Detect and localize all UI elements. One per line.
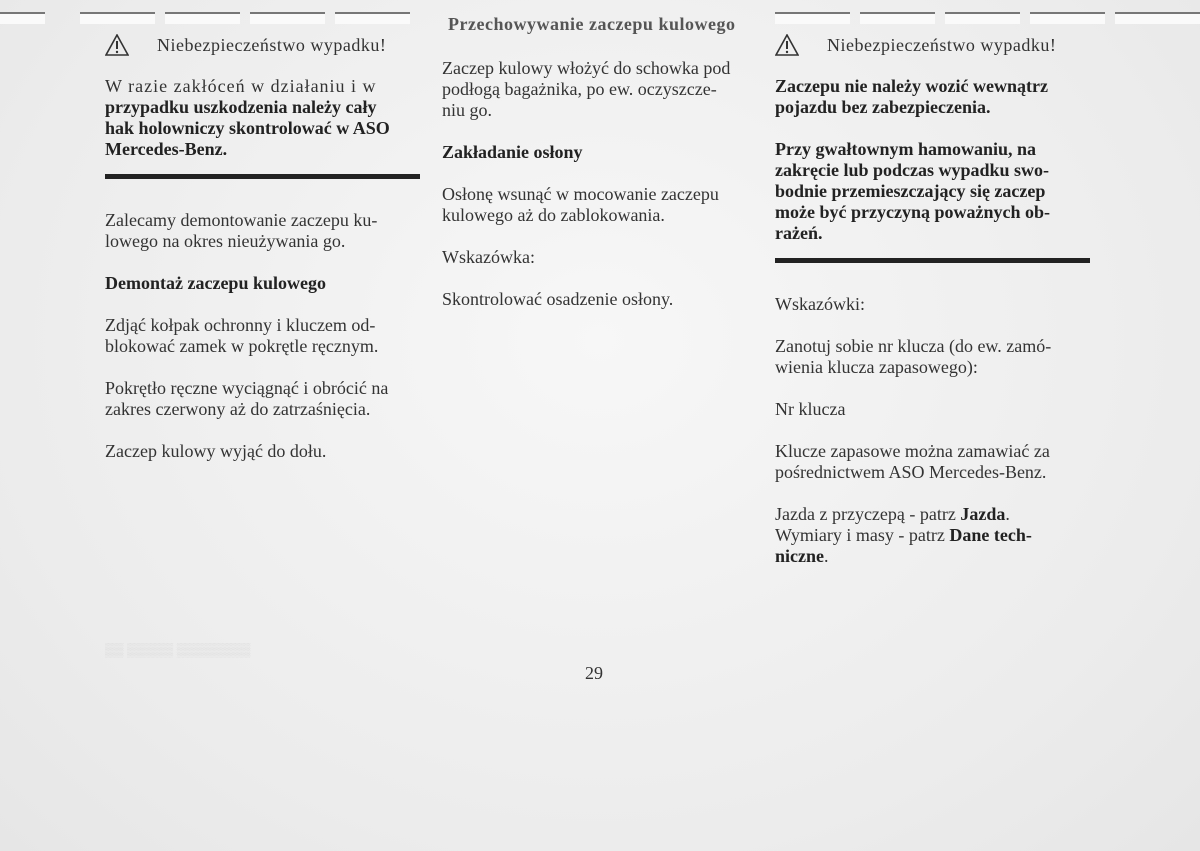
cross-reference: [775, 546, 1090, 567]
warning-text: przypadku uszkodzenia należy cały: [105, 97, 377, 117]
paragraph: Pokrętło ręczne wyciągnąć i obrócić na: [105, 378, 389, 398]
paragraph: wienia klucza zapasowego):: [775, 357, 978, 377]
note-label: Wskazówka:: [442, 247, 535, 267]
paragraph: Zanotuj sobie nr klucza (do ew. zamó-: [775, 336, 1052, 356]
warning-text: rażeń.: [775, 223, 823, 243]
paragraph: zakres czerwony aż do zatrzaśnięcia.: [105, 399, 371, 419]
page-number: 29: [585, 663, 603, 683]
bleed-through-text: ▒▒ ▒▒▒▒▒ ▒▒▒▒▒▒▒▒: [105, 642, 251, 657]
warning-text: może być przyczyną poważnych ob-: [775, 202, 1050, 222]
warning-text: W razie zakłóceń w działaniu i w: [105, 76, 377, 96]
paragraph: Nr klucza: [775, 399, 846, 419]
paragraph: kulowego aż do zablokowania.: [442, 205, 665, 225]
middle-column: [442, 58, 762, 310]
warning-text: pojazdu bez zabezpieczenia.: [775, 97, 991, 117]
paragraph: blokować zamek w pokrętle ręcznym.: [105, 336, 379, 356]
paragraph: niu go.: [442, 100, 493, 120]
paragraph: Zalecamy demontowanie zaczepu ku-: [105, 210, 378, 230]
warning-header: [105, 34, 420, 56]
warning-text: zakręcie lub podczas wypadku swo-: [775, 160, 1050, 180]
paragraph: Zaczep kulowy włożyć do schowka pod: [442, 58, 731, 78]
warning-text: hak holowniczy skontrolować w ASO: [105, 118, 390, 138]
note-text: Skontrolować osadzenie osłony.: [442, 289, 674, 309]
paragraph: pośrednictwem ASO Mercedes-Benz.: [775, 462, 1047, 482]
cross-reference: [775, 525, 1090, 546]
cross-reference-target: Dane tech-: [949, 525, 1032, 545]
warning-text: bodnie przemieszczający się zaczep: [775, 181, 1046, 201]
paragraph: podłogą bagażnika, po ew. oczyszcze-: [442, 79, 717, 99]
notes-label: Wskazówki:: [775, 294, 865, 314]
cross-reference: [775, 504, 1090, 525]
paragraph: Zaczep kulowy wyjąć do dołu.: [105, 441, 327, 461]
right-column: [775, 30, 1090, 567]
paragraph: Klucze zapasowe można zamawiać za: [775, 441, 1050, 461]
warning-triangle-icon: [105, 34, 129, 56]
warning-text: Przy gwałtownym hamowaniu, na: [775, 139, 1037, 159]
running-title: Przechowywanie zaczepu kulowego: [448, 14, 736, 34]
warning-triangle-icon: [775, 34, 799, 56]
cross-reference-target: Jazda: [960, 504, 1006, 524]
paragraph: lowego na okres nieużywania go.: [105, 231, 346, 251]
cross-reference-text: Jazda z przyczepą - patrz: [775, 504, 961, 524]
cross-reference-text: Wymiary i masy - patrz: [775, 525, 950, 545]
warning-text: Zaczepu nie należy wozić wewnątrz: [775, 76, 1048, 96]
warning-title: Niebezpieczeństwo wypadku!: [827, 34, 1057, 55]
cross-reference-target: niczne: [775, 546, 824, 566]
left-column: [105, 30, 420, 462]
punctuation: .: [1005, 504, 1010, 524]
warning-header: [775, 34, 1090, 56]
paragraph: Zdjąć kołpak ochronny i kluczem od-: [105, 315, 376, 335]
section-heading: Demontaż zaczepu kulowego: [105, 273, 326, 293]
section-heading: Zakładanie osłony: [442, 142, 583, 162]
paragraph: Osłonę wsunąć w mocowanie zaczepu: [442, 184, 719, 204]
punctuation: .: [824, 546, 829, 566]
warning-text: Mercedes-Benz.: [105, 139, 228, 159]
warning-title: Niebezpieczeństwo wypadku!: [157, 34, 387, 55]
